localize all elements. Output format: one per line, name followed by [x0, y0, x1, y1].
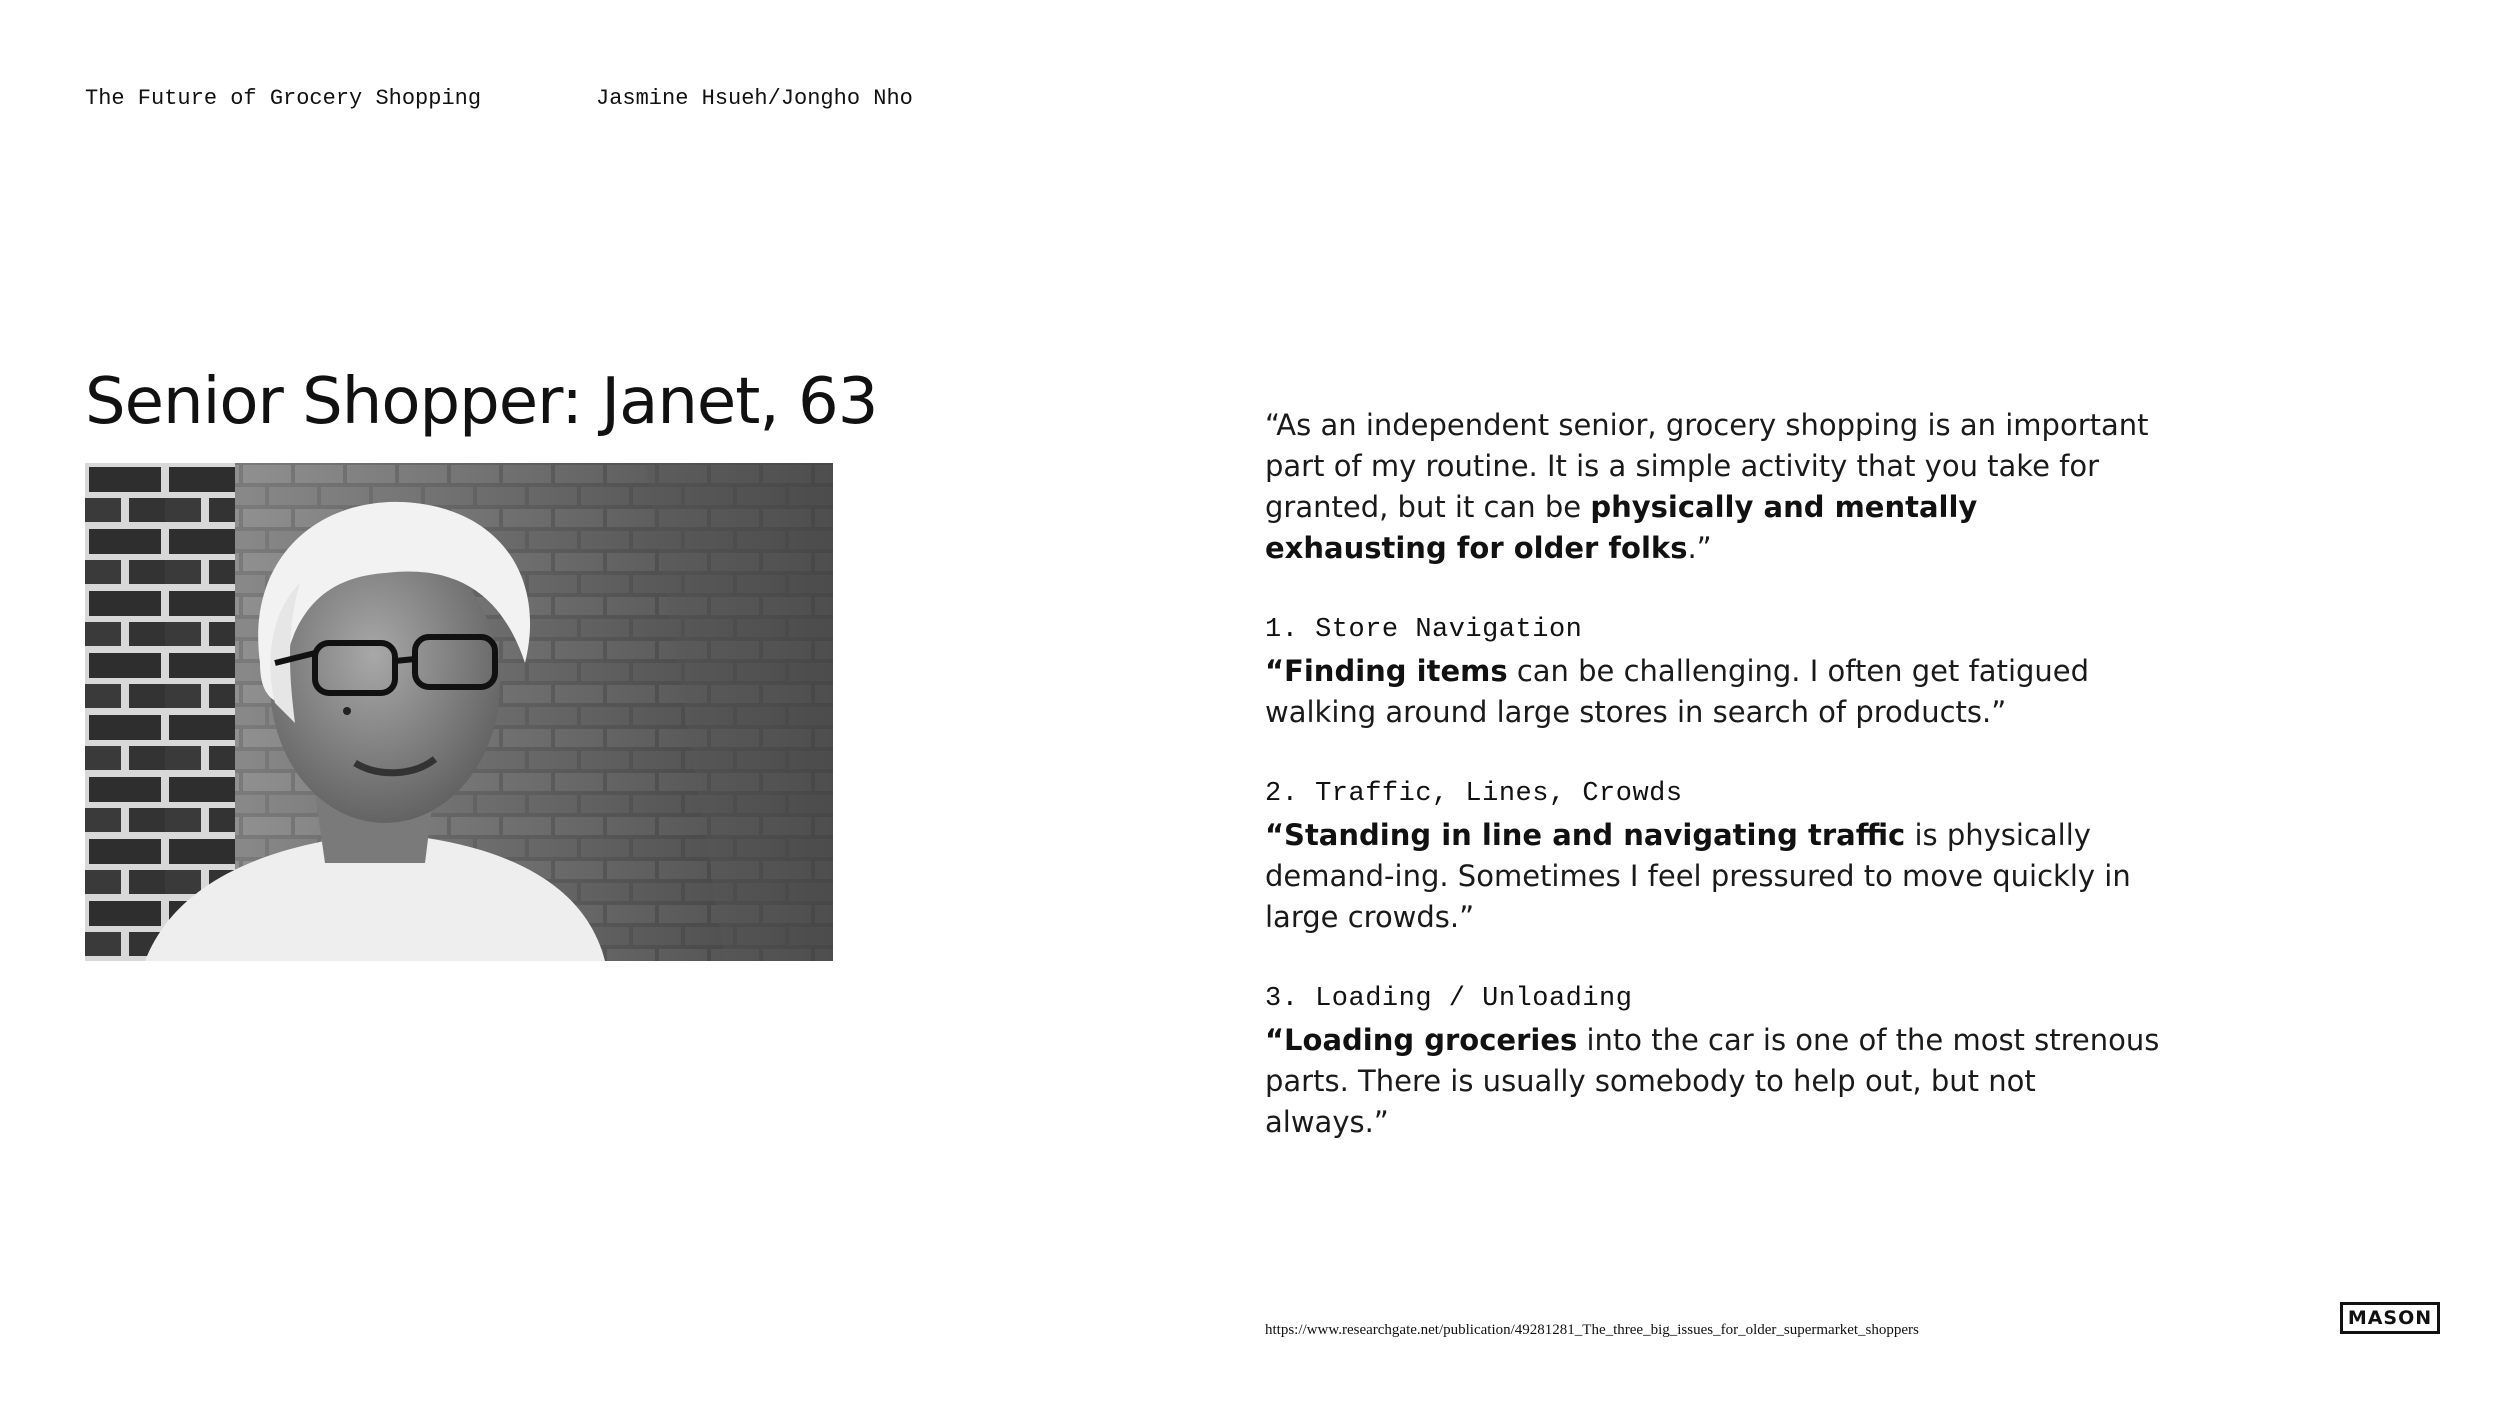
- authors: Jasmine Hsueh/Jongho Nho: [596, 86, 913, 111]
- quote-content: [1265, 405, 2165, 1143]
- section-loading-unloading: [1265, 979, 2165, 1143]
- section-store-navigation: [1265, 610, 2165, 733]
- portrait-photo: [85, 463, 833, 961]
- deck-title: The Future of Grocery Shopping: [85, 86, 482, 111]
- section-quote-emphasis: “Finding items: [1265, 654, 1508, 688]
- source-url: https://www.researchgate.net/publication/49281281_The_three_big_issues_for_older_supermarket_shoppers: [1265, 1322, 1919, 1338]
- section-quote-text: is physically demand-ing. Sometimes I feel pressured to move quickly in large crowds.”: [1265, 818, 2131, 934]
- intro-quote-text: “As an independent senior, grocery shopping is an important part of my routine. It is a simple activity that you take for granted, but it can be: [1265, 408, 2149, 524]
- section-quote-emphasis: “Loading groceries: [1265, 1023, 1578, 1057]
- section-quote-emphasis: “Standing in line and navigating traffic: [1265, 818, 1906, 852]
- intro-quote-emphasis: physically and mentally exhausting for older folks: [1265, 490, 1978, 565]
- section-quote: [1265, 815, 2165, 938]
- section-quote: [1265, 651, 2165, 733]
- section-quote-text: into the car is one of the most strenous parts. There is usually somebody to help out, but not always.”: [1265, 1023, 2160, 1139]
- section-heading: 2. Traffic, Lines, Crowds: [1265, 779, 1683, 809]
- section-quote: [1265, 1020, 2165, 1143]
- section-heading: 1. Store Navigation: [1265, 615, 1583, 645]
- section-traffic-lines-crowds: [1265, 774, 2165, 938]
- section-heading: 3. Loading / Unloading: [1265, 984, 1633, 1014]
- page-title: Senior Shopper: Janet, 63: [85, 365, 878, 439]
- brand-logo: MASON: [2340, 1302, 2440, 1334]
- intro-quote-end: .”: [1687, 531, 1712, 565]
- section-quote-text: can be challenging. I often get fatigued walking around large stores in search of products.”: [1265, 654, 2090, 729]
- intro-quote: [1265, 405, 2165, 569]
